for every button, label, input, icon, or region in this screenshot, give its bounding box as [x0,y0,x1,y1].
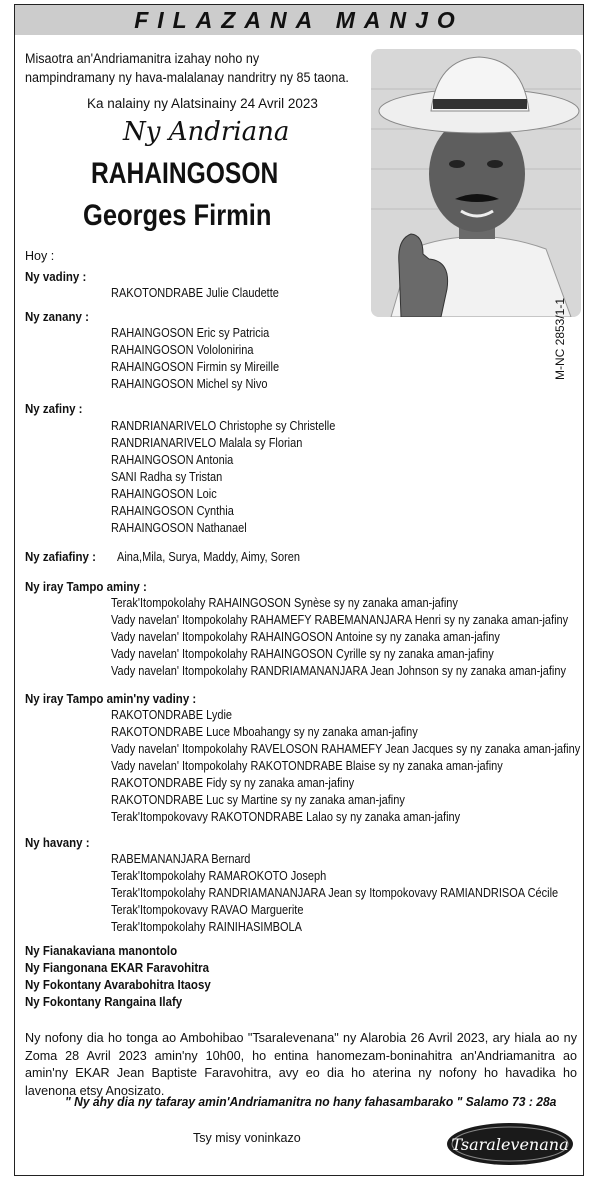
list-item: RAKOTONDRABE Fidy sy ny zanaka aman-jafiny [111,776,355,790]
institutions-list [25,943,227,1011]
institution-item: Ny Fokontany Rangaina Ilafy [25,995,183,1009]
list-item: Terak'Itompokolahy RAHAINGOSON Synèse sy ny zanaka aman-jafiny [111,596,458,610]
group-zafiny-list [111,418,366,537]
intro-text: Misaotra an'Andriamanitra izahay noho ny nampindramany ny hava-malalanay nandritry ny 85 taona. [25,51,349,85]
list-item: SANI Radha sy Tristan [111,470,223,484]
group-tampo-vady-list [111,707,600,826]
list-item: RAHAINGOSON Cynthia [111,504,234,518]
list-item: RAKOTONDRABE Luce Mboahangy sy ny zanaka aman-jafiny [111,725,418,739]
honorific-title: Ny Andriana [123,117,290,147]
logo-text: Tsaralevenana [451,1135,569,1154]
group-label: Ny zafiny : [25,402,83,416]
group-label: Ny havany : [25,836,90,850]
header-banner [15,5,583,35]
group-tampo-list [111,595,600,680]
list-item: Vady navelan' Itompokolahy RAHAINGOSON Cyrille sy ny zanaka aman-jafiny [111,647,494,661]
group-havany [25,835,95,852]
list-item: RAHAINGOSON Firmin sy Mireille [111,360,280,374]
list-item: Vady navelan' Itompokolahy RAHAINGOSON Antoine sy ny zanaka aman-jafiny [111,630,500,644]
list-item: RAHAINGOSON Michel sy Nivo [111,377,268,391]
deceased-surname: RAHAINGOSON [91,157,279,190]
list-item: Vady navelan' Itompokolahy RANDRIAMANANJARA Jean Johnson sy ny zanaka aman-jafiny [111,664,566,678]
group-tampo-vady [25,691,211,708]
group-vadiny-list [111,285,302,302]
list-item: RABEMANANJARA Bernard [111,852,251,866]
group-label: Ny vadiny : [25,270,87,284]
group-label: Ny iray Tampo amin'ny vadiny : [25,692,197,706]
hoy-label: Hoy : [25,249,55,263]
no-flowers-note: Tsy misy voninkazo [193,1131,301,1145]
group-tampo [25,579,157,596]
list-item: Terak'Itompokolahy RAINIHASIMBOLA [111,920,303,934]
list-item: RANDRIANARIVELO Christophe sy Christelle [111,419,336,433]
list-item: RAHAINGOSON Antonia [111,453,234,467]
list-item: RANDRIANARIVELO Malala sy Florian [111,436,303,450]
institution-item: Ny Fiangonana EKAR Faravohitra [25,961,210,975]
list-item: Terak'Itompokolahy RAMAROKOTO Joseph [111,869,327,883]
list-item: Terak'Itompokovavy RAKOTONDRABE Lalao sy ny zanaka aman-jafiny [111,810,461,824]
group-havany-list [111,851,600,936]
list-item: RAHAINGOSON Eric sy Patricia [111,326,270,340]
institution-item: Ny Fianakaviana manontolo [25,944,178,958]
list-item: Vady navelan' Itompokolahy RAKOTONDRABE Blaise sy ny zanaka aman-jafiny [111,759,503,773]
deceased-given-names: Georges Firmin [83,199,272,232]
list-item: RAKOTONDRABE Lydie [111,708,233,722]
scripture-quote: " Ny ahy dia ny tafaray amin'Andriamanitra no hany fahasambarako " Salamo 73 : 28a [65,1094,557,1109]
list-item: RAHAINGOSON Vololonirina [111,343,254,357]
funeral-home-logo [445,1121,575,1167]
institution-item: Ny Fokontany Avarabohitra Itaosy [25,978,211,992]
list-item: Terak'Itompokolahy RANDRIAMANANJARA Jean sy Itompokovavy RAMIANDRISOA Cécile [111,886,559,900]
notice-frame [14,4,584,1176]
list-item: Aina,Mila, Surya, Maddy, Aimy, Soren [117,550,300,564]
group-label: Ny iray Tampo aminy : [25,580,147,594]
list-item: Vady navelan' Itompokolahy RAVELOSON RAHAMEFY Jean Jacques sy ny zanaka aman-jafiny [111,742,581,756]
header-title: FILAZANA MANJO [134,6,464,33]
funeral-details: Ny nofony dia ho tonga ao Ambohibao "Tsaralevenana" ny Alarobia 26 Avril 2023, ary hiala ao ny Zoma 28 Avril 2023 amin'ny 10h00, ho entina hanomezam-boninahitra an'Andriamanitra ao amin'ny EKAR Jean Baptiste Faravohitra, avy eo dia ho aterina ny nofony ho havadika ho lavenona etsy Anosizato. [25,1031,577,1098]
reference-code: M-NC 2853/1-1 [553,297,567,380]
list-item: Terak'Itompokovavy RAVAO Marguerite [111,903,304,917]
death-date-line: Ka nalainy ny Alatsinainy 24 Avril 2023 [87,96,318,111]
list-item: Vady navelan' Itompokolahy RAHAMEFY RABEMANANJARA Henri sy ny zanaka aman-jafiny [111,613,569,627]
list-item: RAKOTONDRABE Luc sy Martine sy ny zanaka aman-jafiny [111,793,405,807]
group-zafiafiny [25,549,102,566]
group-vadiny [25,269,92,286]
group-label: Ny zafiafiny : [25,550,96,564]
portrait-photo [371,49,581,317]
group-label: Ny zanany : [25,310,89,324]
group-zafiafiny-list [117,549,325,566]
list-item: RAHAINGOSON Nathanael [111,521,247,535]
group-zanany-list [111,325,302,393]
list-item: RAHAINGOSON Loic [111,487,217,501]
group-zanany [25,309,94,326]
list-item: RAKOTONDRABE Julie Claudette [111,286,279,300]
group-zafiny [25,401,88,418]
